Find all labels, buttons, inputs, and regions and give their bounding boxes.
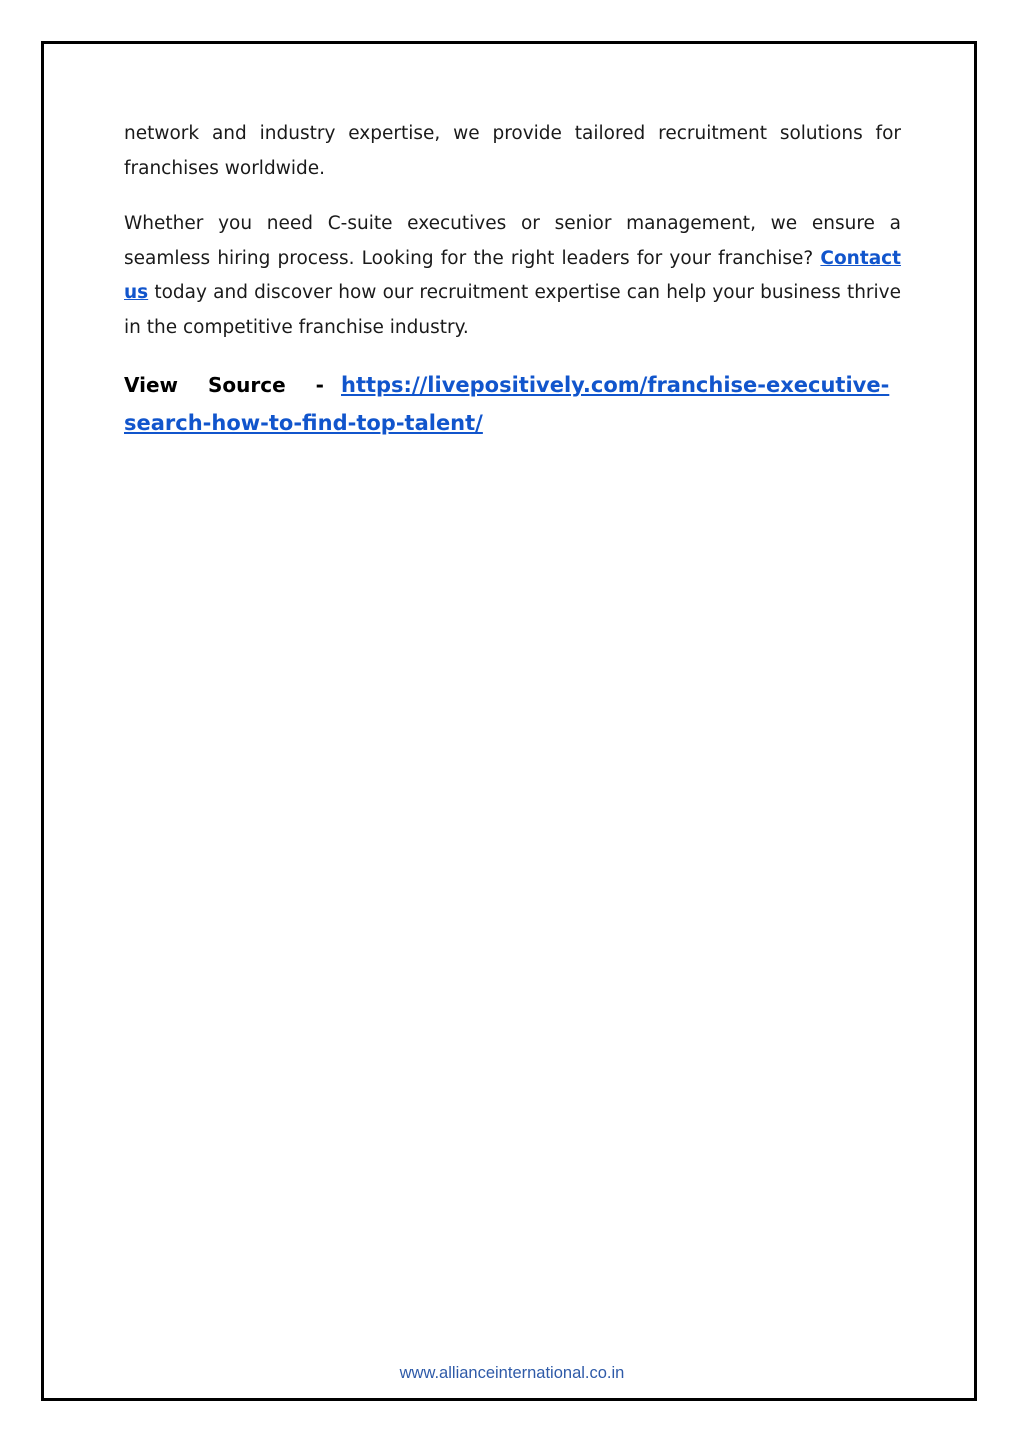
contact-us-link[interactable]: Contact us (124, 247, 901, 303)
paragraph-network-expertise (124, 117, 901, 186)
paragraph-2-text-after: today and discover how our recruitment expertise can help your business thrive in the competitive franchise industry. (124, 282, 901, 338)
paragraph-2-text-before: Whether you need C-suite executives or senior management, we ensure a seamless hiring process. Looking for the right leaders for your franchise? (124, 213, 901, 269)
source-dash: - (315, 373, 324, 397)
view-source-label (124, 366, 324, 404)
paragraph-contact (124, 207, 901, 345)
view-word: View (124, 373, 179, 397)
source-url-link-part-2[interactable]: search-how-to-find-top-talent/ (124, 411, 483, 435)
source-url-link-part-1[interactable]: https://livepositively.com/franchise-executive- (341, 373, 890, 397)
document-body (124, 117, 901, 442)
view-source-line (124, 366, 901, 442)
paragraph-1-text: network and industry expertise, we provide tailored recruitment solutions for franchises worldwide. (124, 123, 901, 179)
footer-website: www.allianceinternational.co.in (399, 1364, 625, 1382)
source-word: Source (208, 373, 286, 397)
